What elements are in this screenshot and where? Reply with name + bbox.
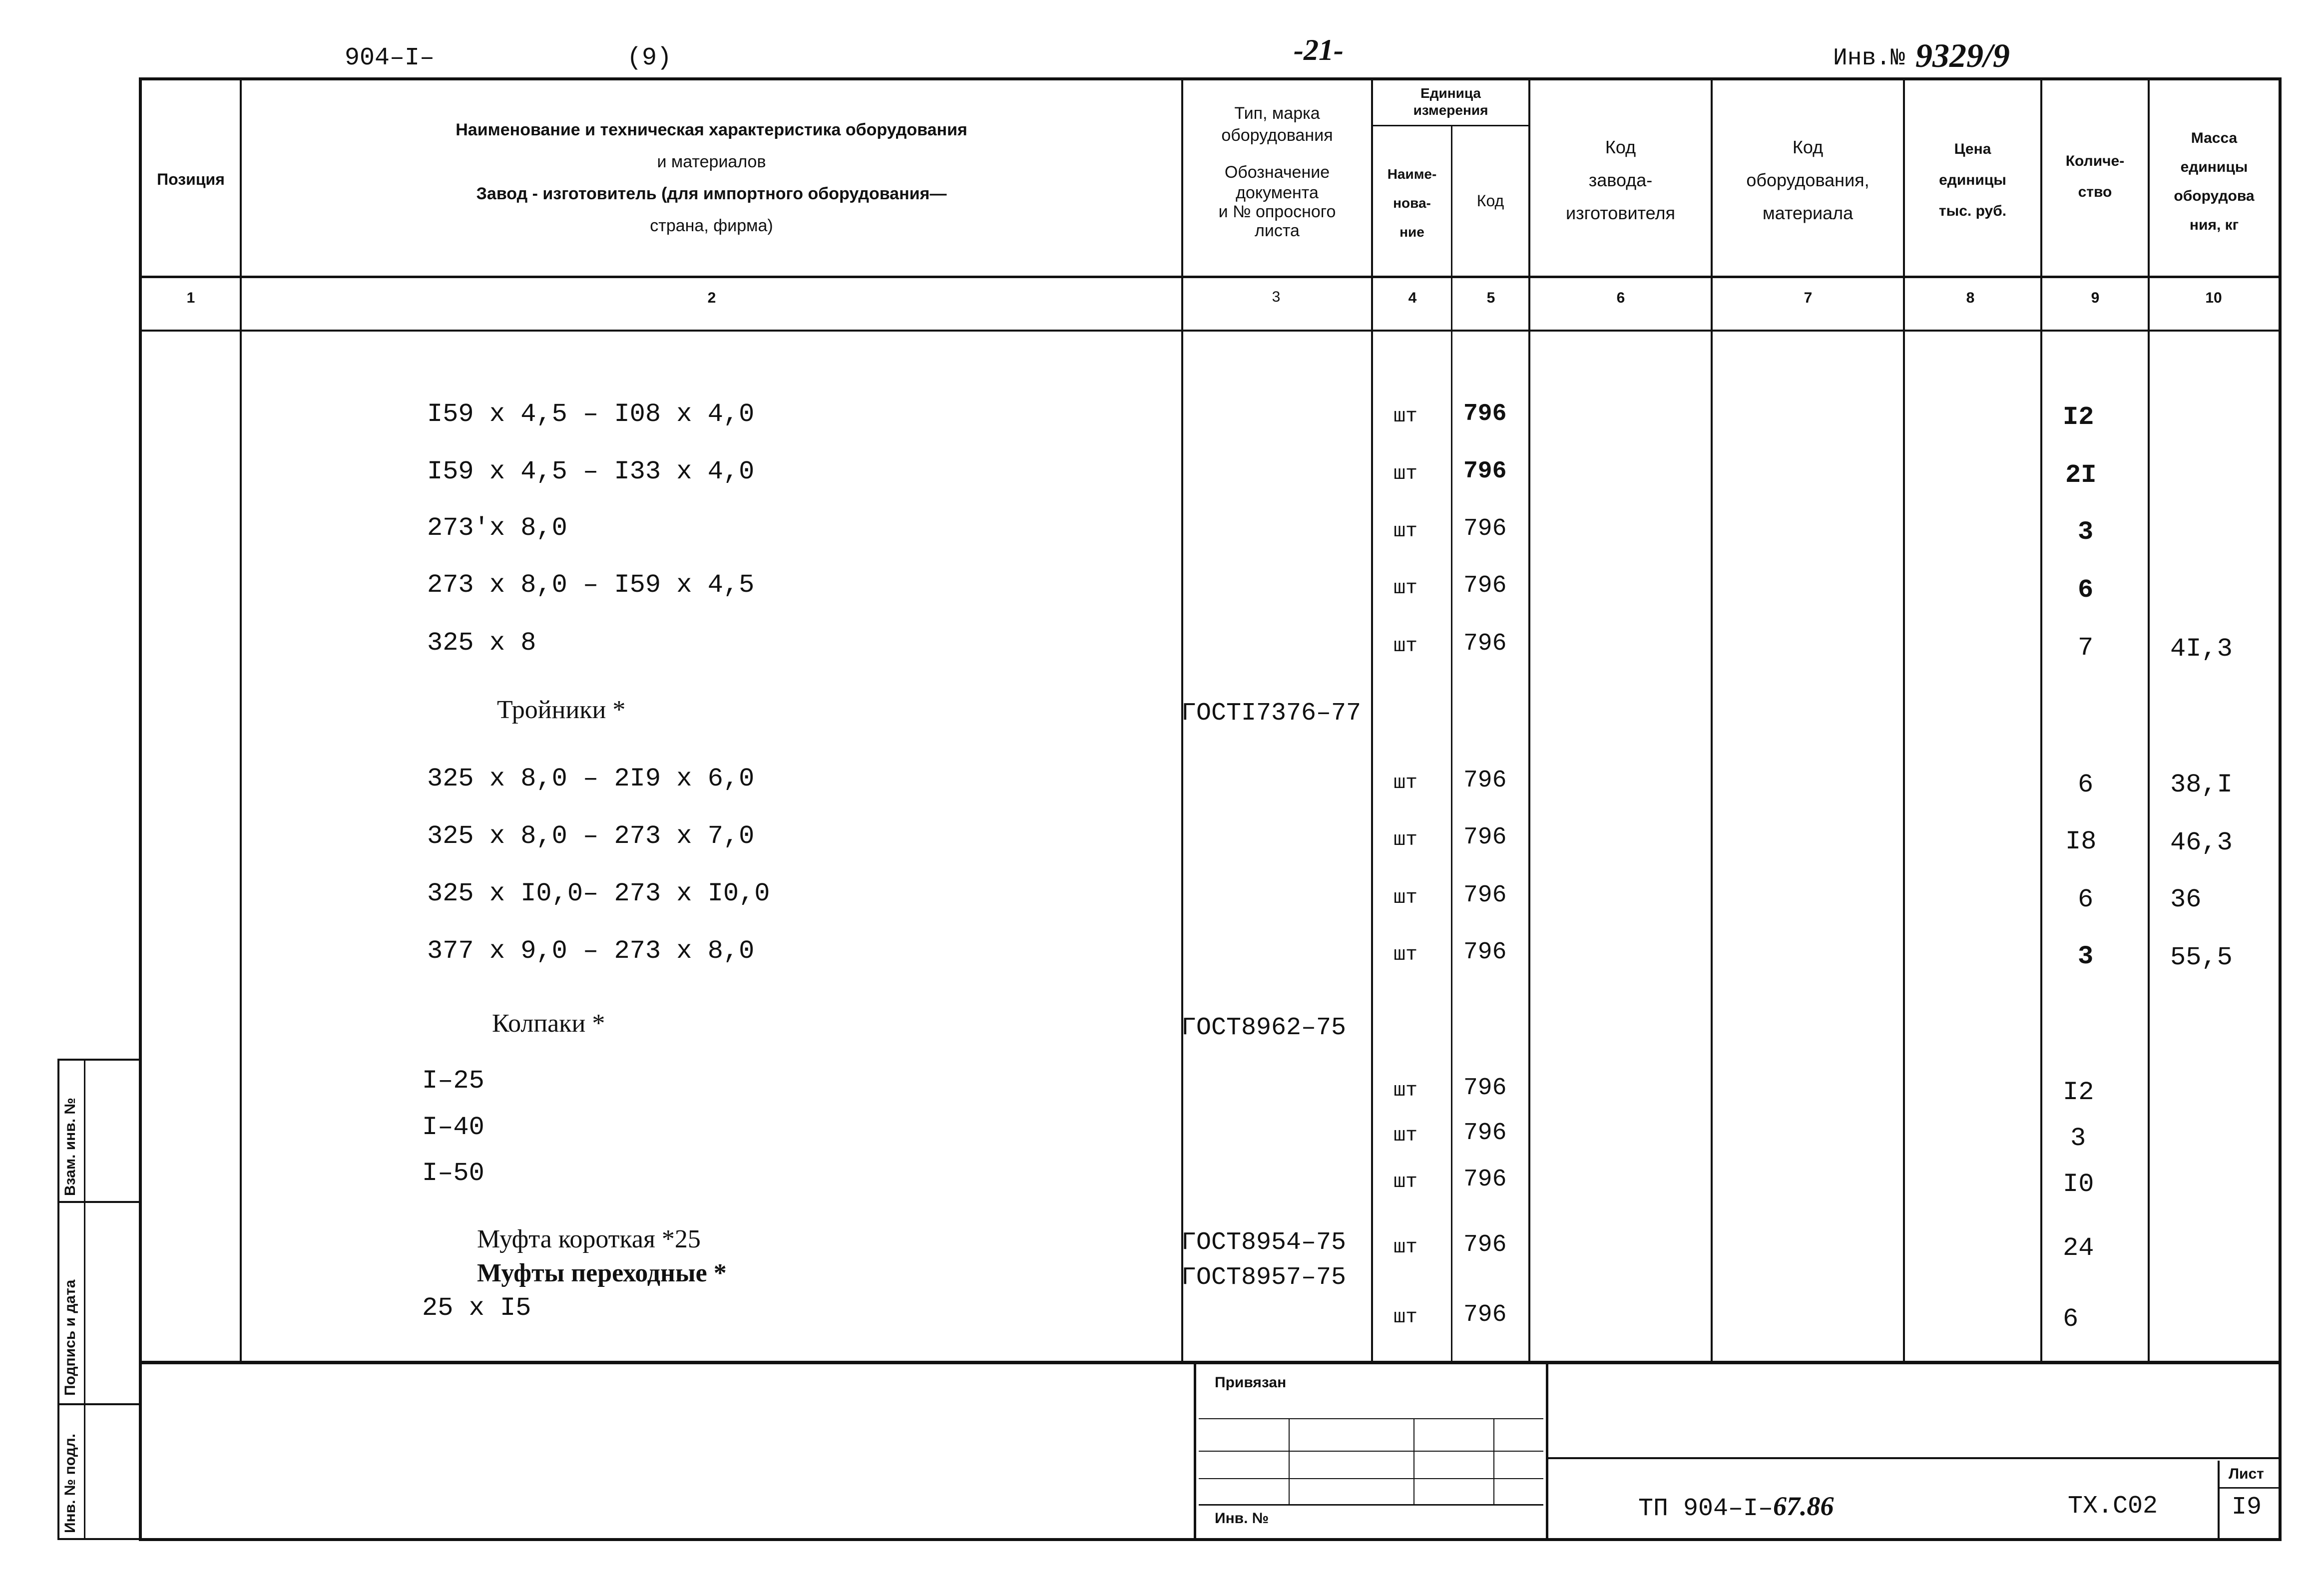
table-row-code: 796: [1463, 824, 1507, 851]
header-type-l4: документа: [1236, 183, 1319, 202]
table-row-unit: шт: [1394, 1125, 1418, 1147]
stamp-divider-2: [57, 1403, 140, 1405]
header-type-l6: листа: [1255, 221, 1300, 240]
header-mass-l4: ния, кг: [2189, 217, 2239, 233]
table-row-name: I–40: [422, 1113, 484, 1142]
table-row-name: 325 x 8,0 – 273 x 7,0: [427, 821, 755, 851]
header-bottom-line: [139, 276, 2282, 278]
document-code: [1638, 1491, 1834, 1523]
sheet-box-left: [2218, 1461, 2220, 1541]
bound-grid-vline-2: [1413, 1418, 1414, 1504]
col-line-1: [240, 77, 242, 1363]
table-row-doc: ГОСТI7376–77: [1181, 699, 1362, 728]
table-row-qty: I2: [2063, 402, 2094, 432]
table-row-name: 325 x 8,0 – 2I9 x 6,0: [427, 764, 755, 793]
header-unit-l2: измерения: [1413, 102, 1488, 118]
group-heading-reducers: Муфты переходные *: [477, 1259, 727, 1287]
table-row-name: 325 x I0,0– 273 x I0,0: [427, 879, 770, 908]
stamp-left-line: [57, 1059, 59, 1538]
table-row-mass: 38,I: [2170, 770, 2233, 799]
col-number-6: 6: [1616, 290, 1625, 306]
table-row-code: 796: [1463, 1231, 1507, 1258]
table-row-qty: 7: [2078, 633, 2094, 663]
header-factory-code-block: [1530, 131, 1711, 230]
header-factory-code-l1: Код: [1605, 137, 1636, 157]
header-material-code-l3: материала: [1762, 203, 1854, 223]
bound-grid-vline-3: [1493, 1418, 1494, 1504]
bound-grid-line-3: [1199, 1478, 1543, 1479]
table-row-code: 796: [1463, 1166, 1507, 1193]
table-row-name: Муфта короткая *25: [477, 1225, 701, 1253]
table-row-name: 25 x I5: [422, 1293, 531, 1323]
stamp-divider-1: [57, 1201, 140, 1203]
sheet-box-mid: [2218, 1487, 2279, 1489]
header-type-block: [1183, 102, 1371, 240]
table-row-qty: I8: [2065, 827, 2097, 856]
inventory-label: Инв.№: [1833, 45, 1905, 72]
table-row-name: 377 x 9,0 – 273 x 8,0: [427, 936, 755, 966]
table-row-code: 796: [1463, 1075, 1507, 1102]
col-number-5: 5: [1486, 290, 1495, 306]
title-block-line: [1548, 1457, 2279, 1459]
table-row-unit: шт: [1394, 405, 1418, 428]
table-row-code: 796: [1463, 767, 1507, 794]
header-price-l2: единицы: [1939, 172, 2006, 188]
col-line-5: [1528, 77, 1530, 1363]
table-row-qty: I2: [2063, 1078, 2094, 1107]
stamp-replaced-inv: Взам. инв. №: [62, 1098, 78, 1196]
header-quantity-block: [2042, 146, 2148, 208]
table-row-unit: шт: [1394, 1171, 1418, 1193]
colnum-bottom-line: [139, 330, 2282, 332]
table-row-code: 796: [1463, 515, 1507, 542]
sheet-number: I9: [2232, 1493, 2262, 1522]
col-line-6: [1711, 77, 1713, 1363]
col-number-10: 10: [2205, 290, 2222, 306]
table-row-code: 796: [1463, 882, 1507, 909]
col-number-3: 3: [1272, 289, 1281, 305]
inv-no-label: Инв. №: [1215, 1510, 1269, 1527]
table-row-qty: 6: [2078, 770, 2094, 799]
header-name-l1: Наименование и техническая характеристика оборудования: [456, 120, 967, 139]
col-line-4: [1451, 125, 1452, 1363]
inventory-number: 9329/9: [1915, 36, 2010, 74]
table-row-qty: 6: [2063, 1304, 2079, 1334]
footer-block-mid: [1546, 1361, 1548, 1541]
header-unit-name-l3: ние: [1399, 224, 1424, 240]
table-row-code: 796: [1463, 400, 1507, 427]
table-row-doc: ГОСТ8957–75: [1181, 1263, 1347, 1292]
header-name-l4: страна, фирма): [650, 216, 773, 235]
page-number: -21-: [1294, 33, 1344, 66]
table-row-name: 325 x 8: [427, 628, 536, 658]
table-row-unit: шт: [1394, 1306, 1418, 1329]
table-row-name: 273 x 8,0 – I59 x 4,5: [427, 570, 755, 600]
header-unit-code: Код: [1476, 192, 1504, 210]
table-row-name: I–25: [422, 1066, 484, 1096]
group-heading-caps: Колпаки *: [492, 1009, 605, 1038]
header-unit-name-block: [1373, 160, 1451, 247]
header-unit-block: [1373, 85, 1528, 119]
stamp-signature-date: Подпись и дата: [62, 1279, 78, 1396]
table-row-unit: шт: [1394, 772, 1418, 794]
table-row-unit: шт: [1394, 520, 1418, 543]
header-quantity-l2: ство: [2078, 184, 2112, 200]
header-price-l1: Цена: [1954, 141, 1991, 157]
bound-label: Привязан: [1215, 1374, 1287, 1391]
group-heading-tees: Тройники *: [497, 696, 626, 724]
header-material-code-l1: Код: [1792, 137, 1824, 157]
stamp-top-line: [57, 1059, 140, 1061]
table-row-qty: 24: [2063, 1233, 2094, 1263]
sheet-label: Лист: [2229, 1466, 2264, 1482]
table-row-qty: 6: [2078, 885, 2094, 914]
table-row-qty: 6: [2078, 575, 2094, 605]
col-number-4: 4: [1408, 290, 1417, 306]
header-price-l3: тыс. руб.: [1938, 203, 2007, 219]
stamp-inv-orig: Инв. № подл.: [62, 1433, 78, 1533]
header-unit-name-l1: Наиме-: [1387, 166, 1437, 182]
unit-subheader-line: [1371, 125, 1528, 126]
header-quantity-l1: Количе-: [2065, 153, 2125, 169]
table-row-code: 796: [1463, 630, 1507, 657]
table-row-unit: шт: [1394, 635, 1418, 658]
header-mass-block: [2150, 124, 2279, 240]
bound-grid-line-4: [1199, 1504, 1543, 1506]
table-row-unit: шт: [1394, 829, 1418, 851]
col-number-9: 9: [2091, 290, 2100, 306]
table-row-name: I59 x 4,5 – I33 x 4,0: [427, 457, 755, 486]
frame-left-line: [139, 77, 142, 1541]
header-name-l3: Завод - изготовитель (для импортного оборудования—: [476, 184, 947, 203]
frame-top-line: [139, 77, 2282, 80]
header-unit-l1: Единица: [1420, 85, 1481, 101]
series-code: 904–I–: [345, 44, 435, 72]
table-row-name: 273'x 8,0: [427, 513, 567, 543]
header-mass-l3: оборудова: [2174, 188, 2255, 204]
table-row-unit: шт: [1394, 577, 1418, 600]
header-name-block: [242, 114, 1181, 242]
table-row-code: 796: [1463, 458, 1507, 485]
header-mass-l2: единицы: [2180, 159, 2248, 175]
stamp-inner-line: [84, 1059, 85, 1538]
table-row-qty: 3: [2070, 1124, 2086, 1153]
header-type-l1: Тип, марка: [1234, 104, 1320, 123]
col-number-8: 8: [1966, 290, 1975, 306]
header-name-l2: и материалов: [657, 152, 766, 171]
header-mass-l1: Масса: [2191, 130, 2238, 146]
table-row-code: 796: [1463, 1120, 1507, 1147]
table-row-mass: 46,3: [2170, 828, 2233, 857]
frame-right-line: [2279, 77, 2282, 1541]
header-factory-code-l3: изготовителя: [1566, 203, 1675, 223]
header-material-code-l2: оборудования,: [1746, 170, 1869, 190]
table-row-unit: шт: [1394, 944, 1418, 966]
document-code-handwritten: 67.86: [1773, 1491, 1834, 1521]
col-line-9: [2148, 77, 2150, 1363]
header-type-l5: и № опросного: [1218, 202, 1336, 221]
stamp-bottom-line: [57, 1538, 140, 1540]
table-row-qty: I0: [2063, 1170, 2094, 1199]
col-number-7: 7: [1804, 290, 1813, 306]
header-type-l2: оборудования: [1221, 126, 1333, 145]
table-row-name: I59 x 4,5 – I08 x 4,0: [427, 399, 755, 429]
bound-grid-line-2: [1199, 1451, 1543, 1452]
header-unit-name-l2: нова-: [1393, 195, 1431, 211]
header-type-l3: Обозначение: [1224, 163, 1330, 182]
table-row-name: I–50: [422, 1159, 484, 1188]
col-line-3: [1371, 77, 1373, 1363]
col-line-7: [1903, 77, 1905, 1363]
table-row-unit: шт: [1394, 463, 1418, 485]
header-factory-code-l2: завода-: [1588, 170, 1653, 190]
table-row-mass: 4I,3: [2170, 634, 2233, 664]
table-row-doc: ГОСТ8954–75: [1181, 1228, 1347, 1257]
table-row-mass: 55,5: [2170, 943, 2233, 972]
col-number-2: 2: [707, 290, 716, 306]
table-row-mass: 36: [2170, 885, 2202, 914]
header-price-block: [1905, 134, 2040, 227]
col-number-1: 1: [186, 290, 195, 306]
bound-grid-vline-1: [1289, 1418, 1290, 1504]
footer-block-left: [1194, 1361, 1196, 1541]
table-row-unit: шт: [1394, 1080, 1418, 1102]
footer-top-line: [139, 1361, 2282, 1364]
frame-bottom-line: [139, 1538, 2282, 1541]
table-row-code: 796: [1463, 1301, 1507, 1328]
table-row-code: 796: [1463, 572, 1507, 599]
header-position: Позиция: [157, 170, 225, 188]
table-row-qty: 2I: [2065, 460, 2097, 490]
col-line-8: [2040, 77, 2042, 1363]
table-row-code: 796: [1463, 939, 1507, 966]
sheet-code: ТХ.С02: [2068, 1492, 2158, 1521]
document-code-printed: ТП 904–I–: [1638, 1495, 1774, 1523]
table-row-doc: ГОСТ8962–75: [1181, 1014, 1347, 1042]
table-row-unit: шт: [1394, 1236, 1418, 1259]
table-row-unit: шт: [1394, 887, 1418, 909]
table-row-qty: 3: [2078, 942, 2094, 971]
bound-grid-line-1: [1199, 1418, 1543, 1419]
album-number: (9): [627, 44, 672, 72]
header-material-code-block: [1713, 131, 1903, 230]
table-row-qty: 3: [2078, 517, 2094, 547]
